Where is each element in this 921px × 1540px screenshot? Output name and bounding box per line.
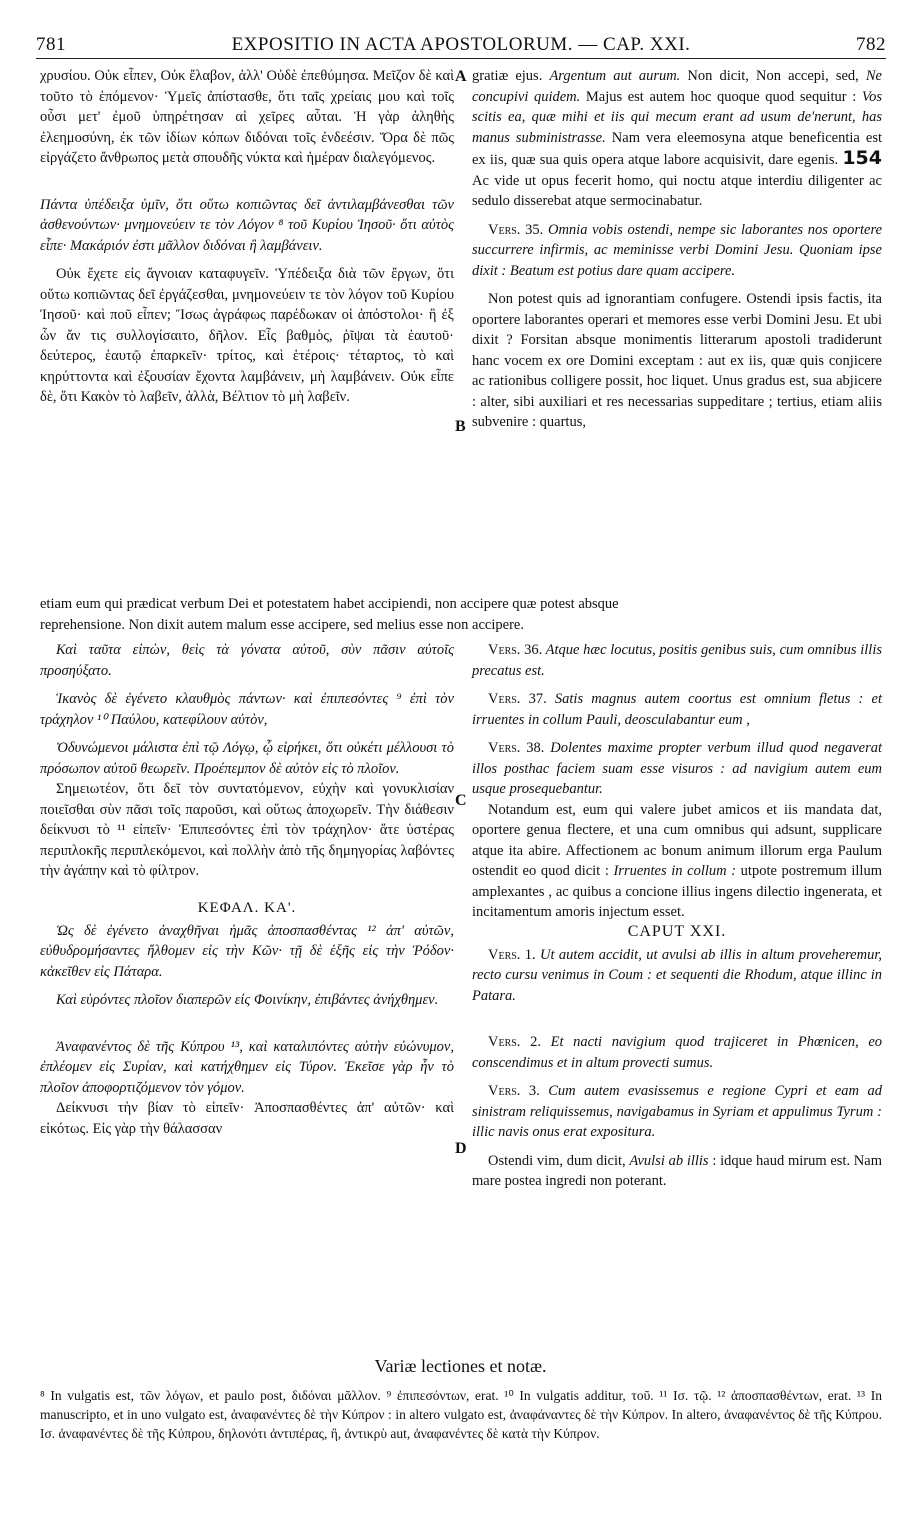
latin-verse-38: Vers. 38. Dolentes maxime propter verbum illud quod negaverat illos posthac faciem suam esse visuros : ad navigium autem eum usque prosequebantur. (472, 740, 883, 797)
running-title: EXPOSITIO IN ACTA APOSTOLORUM. — CAP. XXI. (231, 34, 691, 55)
greek-lemma: Ἀναφανέντος δὲ τῆς Κύπρου ¹³, καὶ καταλιπόντες αὐτὴν εὐώνυμον, ἐπλέομεν εἰς Συρίαν, καὶ κατήχθημεν εἰς Τύρον. Ἐκεῖσε γὰρ ἦν τὸ πλοῖον ἀποφορτιζόμενον τὸν γόμον. (40, 1038, 454, 1096)
page-number-left: 781 (36, 34, 66, 55)
variant-readings-notes (40, 1386, 882, 1443)
section-marker-a: A (455, 68, 467, 85)
spanning-line-1: etiam eum qui prædicat verbum Dei et potestatem habet accipiendi, non accipere quæ potest absque (40, 596, 619, 612)
latin-paragraph: gratiæ ejus. Argentum aut aurum. Non dicit, Non accepi, sed, Ne concupivi quidem. Majus est autem hoc quoque quod sequitur : Vos scitis ea, quæ mihi et iis qui mecum erant ad usum de'nerunt, has manus subministrasse. Nam vera eleemosyna atque beneficentia est ex iis, quæ sua quis opera atque labore acquisivit, dare egenis. 154 Ac vide ut opus fecerit homo, qui noctu atque interdiu diligenter ac sedulo disserebat atque sermocinabatur. (472, 68, 882, 209)
greek-column-lower (40, 640, 454, 1139)
latin-verse-3: Vers. 3. Cum autem evasissemus e regione Cypri et eam ad sinistram reliquissemus, navigabamus in Syriam et appulimus Tyrum : illic navis onus erat expositura. (472, 1083, 882, 1140)
greek-commentary: Δείκνυσι τὴν βίαν τὸ εἰπεῖν· Ἀποσπασθέντες ἀπ' αὐτῶν· καὶ εἰκότως. Εἰς γὰρ τὴν θάλασσαν (40, 1100, 454, 1137)
greek-lemma: Πάντα ὑπέδειξα ὑμῖν, ὅτι οὕτω κοπιῶντας δεῖ ἀντιλαμβάνεσθαι τῶν ἀσθενούντων· μνημονεύειν τε τὸν Λόγον ⁸ τοῦ Κυρίου Ἰησοῦ· ὅτι αὐτὸς εἶπε· Μακάριόν ἐστι μᾶλλον διδόναι ἢ λαμβάνειν. (40, 196, 454, 254)
greek-commentary: Σημειωτέον, ὅτι δεῖ τὸν συντατόμενον, εὐχὴν καὶ γονυκλισίαν ποιεῖσθαι σὺν πᾶσι τοῖς παροῦσι, καὶ οὕτως ἀποχωρεῖν. Τὴν διάθεσιν δείκνυσι τὸ ¹¹ εἰπεῖν· Ἐπιπεσόντες ἐπὶ τὸν τράχηλον· ἅτε ὑστέρας περιπλοκῆς περιπλεκόμενοι, καὶ πολλὴν ἀπὸ τῆς δημηγορίας λαβόντες τὴν ἀγάπην καὶ τὸ φίλτρον. (40, 781, 454, 879)
greek-commentary: Οὐκ ἔχετε εἰς ἄγνοιαν καταφυγεῖν. Ὑπέδειξα διὰ τῶν ἔργων, ὅτι οὕτω κοπιῶντας δεῖ ἐργάζεσθαι, μνημονεύειν τε τὸν λόγον τοῦ Κυρίου Ἰησοῦ· καὶ ποῦ εἶπεν; Ἴσως ἀγράφως παρέδωκαν οἱ ἀπόστολοι· ἢ ἐξ ὧν ἄν τις συλλογίσαιτο, δῆλον. Εἷς βαθμὸς, ῥῖψαι τὰ ἑαυτοῦ· δεύτερος, ἑαυτῷ ἐπαρκεῖν· τρίτος, καὶ ἑτέροις· τέταρτος, τὸ καὶ κηρύττοντα καὶ ἐξουσίαν ἔχοντα λαμβάνειν, μὴ λαμβάνειν. Οὐκ εἶπε δὲ, ὅτι Κακὸν τὸ λαβεῖν, ἀλλὰ, Βέλτιον τὸ μὴ λαβεῖν. (40, 266, 454, 405)
latin-verse-35: Vers. 35. Omnia vobis ostendi, nempe sic laborantes nos oportere succurrere infirmis, ac meminisse verbi Domini Jesu. Quoniam ipse dixit : Beatum est potius dare quam accipere. (472, 221, 882, 279)
latin-commentary: Non potest quis ad ignorantiam confugere. Ostendi ipsis factis, ita oportere laborantes operari et memores esse verbi Domini Jesu. Et ubi dixit ? Forsitan absque monimentis litterarum apostoli tradiderunt hanc vocem ex ore Domini exceptam : aut ex iis, quæ quis conjicere ac rationibus colligere possit, hoc liquet. Unus gradus est, sua abjicere : alter, sibi auxiliari et res necessarias suppeditare ; tertius, etiam aliis subvenire : quartus, (472, 291, 882, 430)
latin-verse-36: Vers. 36. Atque hæc locutus, positis genibus suis, cum omnibus illis precatus est. (472, 642, 883, 679)
latin-commentary: Notandum est, eum qui valere jubet amicos et iis mandata dat, oportere genua flectere, et una cum omnibus qui adsunt, supplicare atque ita abire. Affectionem ac bonum animum illorum erga Paulum ostendit eo quod dicit : Irruentes in collum : utpote postremum illum amplexantes , ac quibus a concione illius ingens dilectio ingenerata, et incitamentum amoris injectum esset. (472, 801, 882, 920)
running-header (36, 32, 886, 59)
greek-lemma: Ὀδυνώμενοι μάλιστα ἐπὶ τῷ Λόγῳ, ᾧ εἰρήκει, ὅτι οὐκέτι μέλλουσι τὸ πρόσωπον αὐτοῦ θεωρεῖν. Προέπεμπον δὲ αὐτὸν εἰς τὸ πλοῖον. (40, 740, 454, 777)
spanning-text (40, 594, 882, 635)
latin-verse-1: Vers. 1. Ut autem accidit, ut avulsi ab illis in altum proveheremur, recto cursu venimus in Coum : et sequenti die Rhodum, atque illinc in Patara. (472, 946, 882, 1004)
latin-verse-2: Vers. 2. Et nacti navigium quod trajiceret in Phœnicen, eo conscendimus et in altum provecti sumus. (472, 1034, 883, 1071)
greek-lemma: Ἱκανὸς δὲ ἐγένετο κλαυθμὸς πάντων· καὶ ἐπιπεσόντες ⁹ ἐπὶ τὸν τράχηλον ¹⁰ Παύλου, κατεφίλουν αὐτὸν, (40, 691, 454, 728)
greek-lemma: Καὶ ταῦτα εἰπὼν, θεὶς τὰ γόνατα αὐτοῦ, σὺν πᾶσιν αὐτοῖς προσηύξατο. (40, 642, 454, 679)
spanning-line-2: reprehensione. Non dixit autem malum esse accipere, sed melius esse non accipere. (40, 616, 524, 633)
latin-column-lower (472, 640, 882, 1192)
latin-verse-37: Vers. 37. Satis magnus autem coortus est omnium fletus : et irruentes in collum Pauli, deosculabantur eum , (472, 691, 882, 728)
greek-column-upper (40, 66, 454, 408)
greek-paragraph: χρυσίου. Οὐκ εἶπεν, Οὐκ ἔλαβον, ἀλλ' Οὐδὲ ἐπεθύμησα. Μεῖζον δὲ καὶ τοῦτο τὸ ἑπόμενον· Ὑμεῖς ἀπίστασθε, ὅτι ταῖς χρείαις μου καὶ τοῖς οὖσι μετ' ἐμοῦ ὑπηρέτησαν αἱ χεῖρες αὗται. Ἡ γὰρ ἀληθὴς ἐλεημοσύνη, ἐκ τῶν ἰδίων κόπων διδόναι τοῖς ἐνδεέσιν. Ὅρα δὲ πῶς εἰργάζετο ἄνθρωπος μετὰ σπουδῆς νύκτα καὶ ἡμέραν διαλεγόμενος. (40, 68, 454, 166)
page-number-right: 782 (856, 34, 886, 55)
notes-text: ⁸ In vulgatis est, τῶν λόγων, et paulo post, διδόναι μᾶλλον. ⁹ ἐπιπεσόντων, erat. ¹⁰ In vulgatis additur, τοῦ. ¹¹ Ισ. τῷ. ¹² ἀποσπασθέντων, erat. ¹³ In manuscripto, et in uno vulgato est, ἀναφανέντες δὲ τὴν Κύπρον : in altero vulgato est, ἀναφάναντες δὲ τὴν Κύπρον. In altero, ἀναφανέντος δὲ τῆς Κύπρου. Ισ. ἀναφανέντες δὲ τῆς Κύπρου, δηλονότι ἀντιπέρας, ἢ, ἀντικρὺ aut, ἀναφανέντες δὲ κατὰ τὴν Κύπρον. (40, 1388, 882, 1441)
notes-title: Variæ lectiones et notæ. (374, 1356, 547, 1376)
section-marker-b: B (455, 418, 466, 435)
section-marker-c: C (455, 792, 467, 809)
latin-commentary: Ostendi vim, dum dicit, Avulsi ab illis : idque haud mirum est. Nam mare postea ingredi non poterant. (472, 1152, 882, 1189)
latin-chapter-heading: CAPUT XXI. (627, 922, 727, 940)
latin-column-upper (472, 66, 882, 433)
greek-lemma: Καὶ εὑρόντες πλοῖον διαπερῶν εἰς Φοινίκην, ἐπιβάντες ἀνήχθημεν. (56, 992, 439, 1008)
greek-lemma: Ὡς δὲ ἐγένετο ἀναχθῆναι ἡμᾶς ἀποσπασθέντας ¹² ἀπ' αὐτῶν, εὐθυδρομήσαντες ἤλθομεν εἰς τὴν Κῶν· τῇ δὲ ἑξῆς εἰς τὴν Ῥόδον· κἀκεῖθεν εἰς Πάταρα. (40, 922, 454, 980)
section-marker-d: D (455, 1140, 467, 1157)
greek-chapter-heading: ΚΕΦΑΛ. ΚΑ'. (197, 899, 297, 916)
marginal-number: 154 (842, 147, 882, 169)
